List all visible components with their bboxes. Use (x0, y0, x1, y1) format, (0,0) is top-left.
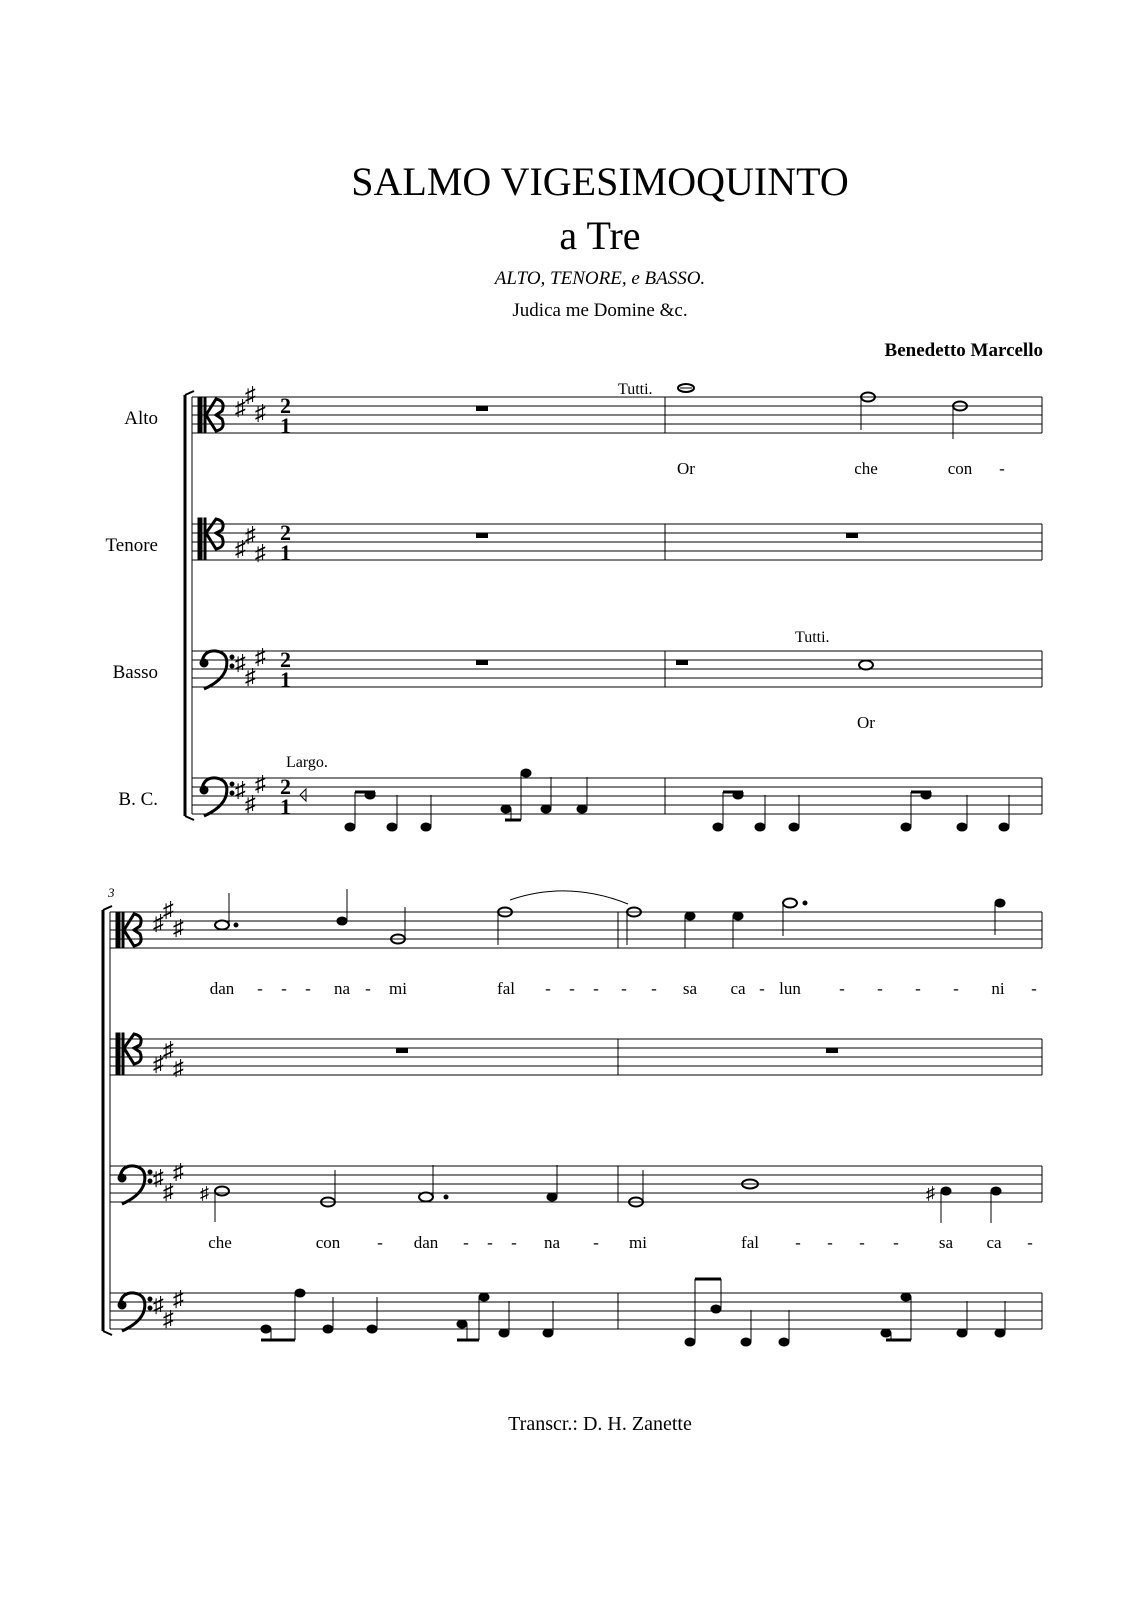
lyric-syllable: na (543, 1233, 561, 1252)
staff-alto-sys1 (192, 397, 1042, 433)
lyric-syllable: - (893, 1233, 899, 1252)
svg-text:♯: ♯ (173, 915, 184, 940)
svg-text:♯: ♯ (173, 1159, 184, 1184)
time-den: 1 (280, 540, 291, 565)
staff-basso-sys2 (110, 1166, 1042, 1202)
svg-text:♯: ♯ (235, 650, 246, 675)
svg-text:♯: ♯ (153, 1292, 164, 1317)
staff-tenore-sys2 (110, 1039, 1042, 1075)
svg-text:♯: ♯ (200, 1183, 209, 1203)
lyrics (208, 459, 1037, 1252)
lyric-syllable: - (915, 979, 921, 998)
tutti-mark: Tutti. (795, 629, 830, 646)
time-num: 2 (280, 774, 291, 799)
lyric-syllable: - (281, 979, 287, 998)
lyric-syllable: con (947, 459, 973, 478)
transcriber-credit: Transcr.: D. H. Zanette (508, 1413, 692, 1435)
lyric-syllable: mi (389, 979, 407, 998)
svg-text:♯: ♯ (926, 1183, 935, 1203)
lyric-syllable: - (593, 1233, 599, 1252)
lyric-syllable: - (999, 459, 1005, 478)
notes-basso-sys2 (200, 1165, 1001, 1223)
part-name-bc: B. C. (118, 789, 158, 810)
svg-text:♯: ♯ (153, 1165, 164, 1190)
voices-line: ALTO, TENORE, e BASSO. (494, 268, 706, 289)
lyric-syllable: - (377, 1233, 383, 1252)
lyric-syllable: che (208, 1233, 232, 1252)
svg-text:♯: ♯ (173, 1055, 184, 1080)
lyric-syllable: ca (986, 1233, 1002, 1252)
svg-text:♯: ♯ (153, 910, 164, 935)
staff-basso-sys1 (192, 651, 1042, 687)
score-subtitle: a Tre (559, 213, 641, 258)
lyric-syllable: - (1031, 979, 1037, 998)
rests (396, 406, 858, 1053)
svg-text:♯: ♯ (255, 540, 266, 565)
expression-marks (107, 381, 830, 900)
svg-text:♯: ♯ (153, 1051, 164, 1076)
lyric-syllable: mi (629, 1233, 647, 1252)
svg-text:♯: ♯ (163, 1037, 174, 1062)
lyric-syllable: Or (677, 459, 695, 478)
svg-text:♯: ♯ (173, 1286, 184, 1311)
lyrics-alto-sys2 (210, 979, 1037, 998)
lyric-syllable: - (877, 979, 883, 998)
incipit: Judica me Domine &c. (512, 300, 688, 321)
time-den: 1 (280, 413, 291, 438)
f-clef-basso-sys1 (200, 651, 234, 689)
lyric-syllable: - (545, 979, 551, 998)
svg-text:♯: ♯ (245, 382, 256, 407)
time-num: 2 (280, 520, 291, 545)
svg-text:♯: ♯ (163, 1306, 174, 1331)
lyric-syllable: - (569, 979, 575, 998)
notes-bc-sys2 (261, 1279, 1005, 1346)
lyric-syllable: - (859, 1233, 865, 1252)
lyric-syllable: - (487, 1233, 493, 1252)
lyric-syllable: - (593, 979, 599, 998)
svg-text:♯: ♯ (245, 522, 256, 547)
notes-alto-sys1 (678, 384, 967, 439)
time-num: 2 (280, 647, 291, 672)
measure-number: 3 (108, 885, 115, 900)
f-clef-bc-sys1 (200, 778, 234, 816)
lyrics-alto-sys1 (677, 459, 1005, 478)
svg-text:♯: ♯ (245, 664, 256, 689)
time-den: 1 (280, 794, 291, 819)
svg-text:♯: ♯ (235, 777, 246, 802)
lyric-syllable: lun (779, 979, 801, 998)
lyric-syllable: - (839, 979, 845, 998)
svg-text:♯: ♯ (255, 644, 266, 669)
largo-mark: Largo. (286, 754, 328, 771)
lyric-syllable: - (511, 1233, 517, 1252)
lyric-syllable: con (315, 1233, 341, 1252)
svg-text:♯: ♯ (255, 400, 266, 425)
svg-text:♯: ♯ (245, 791, 256, 816)
f-clef-basso-sys2 (118, 1166, 152, 1204)
notes-basso-sys1 (859, 661, 873, 670)
svg-text:♯: ♯ (255, 771, 266, 796)
lyric-syllable: - (1027, 1233, 1033, 1252)
lyric-syllable: ni (991, 979, 1005, 998)
lyrics-basso-sys1 (857, 713, 875, 732)
part-names (106, 408, 158, 810)
svg-text:♯: ♯ (235, 395, 246, 420)
lyric-syllable: sa (682, 979, 698, 998)
lyric-syllable: Or (857, 713, 875, 732)
staff-tenore-sys1 (192, 524, 1042, 560)
lyric-syllable: dan (209, 979, 235, 998)
svg-text:♯: ♯ (163, 1179, 174, 1204)
composer-name: Benedetto Marcello (884, 340, 1043, 361)
time-den: 1 (280, 667, 291, 692)
lyric-syllable: - (365, 979, 371, 998)
lyric-syllable: - (305, 979, 311, 998)
lyric-syllable: dan (413, 1233, 439, 1252)
lyric-syllable: - (759, 979, 765, 998)
part-name-tenore: Tenore (105, 535, 158, 556)
f-clef-bc-sys2 (118, 1293, 152, 1331)
staff-alto-sys2 (110, 912, 1042, 948)
tutti-mark: Tutti. (618, 381, 653, 398)
svg-text:♯: ♯ (235, 536, 246, 561)
lyric-syllable: na (333, 979, 351, 998)
svg-text:♯: ♯ (163, 897, 174, 922)
staff-bc-sys1 (192, 778, 1042, 814)
lyric-syllable: - (463, 1233, 469, 1252)
part-name-alto: Alto (124, 408, 158, 429)
lyric-syllable: ca (730, 979, 746, 998)
lyric-syllable: fal (741, 1233, 759, 1252)
lyric-syllable: - (257, 979, 263, 998)
lyric-syllable: fal (497, 979, 515, 998)
part-name-basso: Basso (112, 662, 158, 683)
lyric-syllable: - (621, 979, 627, 998)
lyric-syllable: - (827, 1233, 833, 1252)
lyric-syllable: - (795, 1233, 801, 1252)
time-num: 2 (280, 393, 291, 418)
lyrics-basso-sys2 (208, 1233, 1033, 1252)
lyric-syllable: - (953, 979, 959, 998)
lyric-syllable: - (651, 979, 657, 998)
lyric-syllable: sa (938, 1233, 954, 1252)
lyric-syllable: che (854, 459, 878, 478)
score-title: SALMO VIGESIMOQUINTO (351, 159, 849, 204)
